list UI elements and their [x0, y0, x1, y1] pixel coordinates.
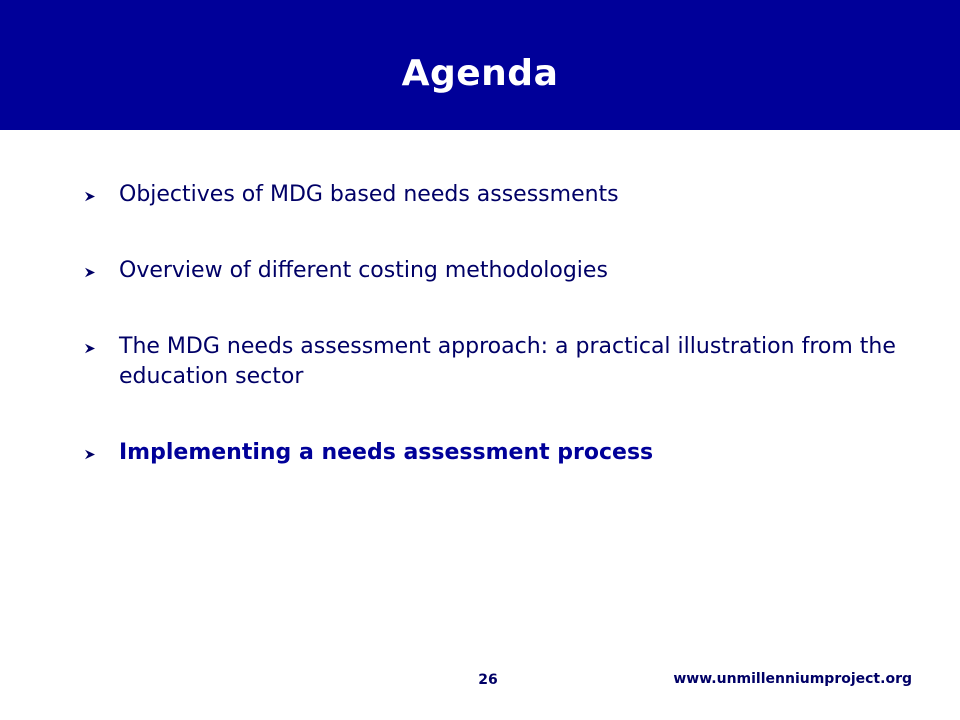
agenda-item-label: The MDG needs assessment approach: a practical illustration from the education sector: [119, 334, 896, 389]
slide-title: Agenda: [401, 53, 559, 94]
arrowhead-bullet-icon: [84, 180, 104, 210]
agenda-item: [84, 256, 904, 286]
agenda-item-label: Implementing a needs assessment process: [119, 440, 654, 465]
agenda-item-label: Overview of different costing methodologies: [119, 258, 608, 283]
website-url: www.unmillenniumproject.org: [673, 671, 912, 687]
agenda-item: [84, 332, 904, 392]
arrowhead-bullet-icon: [84, 256, 104, 286]
arrowhead-bullet-icon: [84, 438, 104, 468]
header-banner: [0, 0, 960, 130]
arrowhead-bullet-icon: [84, 332, 104, 362]
page-number: 26: [478, 672, 498, 688]
agenda-item-current: [84, 438, 904, 468]
agenda-item-label: Objectives of MDG based needs assessments: [119, 182, 619, 207]
agenda-item: [84, 180, 904, 210]
agenda-list: [84, 180, 904, 468]
